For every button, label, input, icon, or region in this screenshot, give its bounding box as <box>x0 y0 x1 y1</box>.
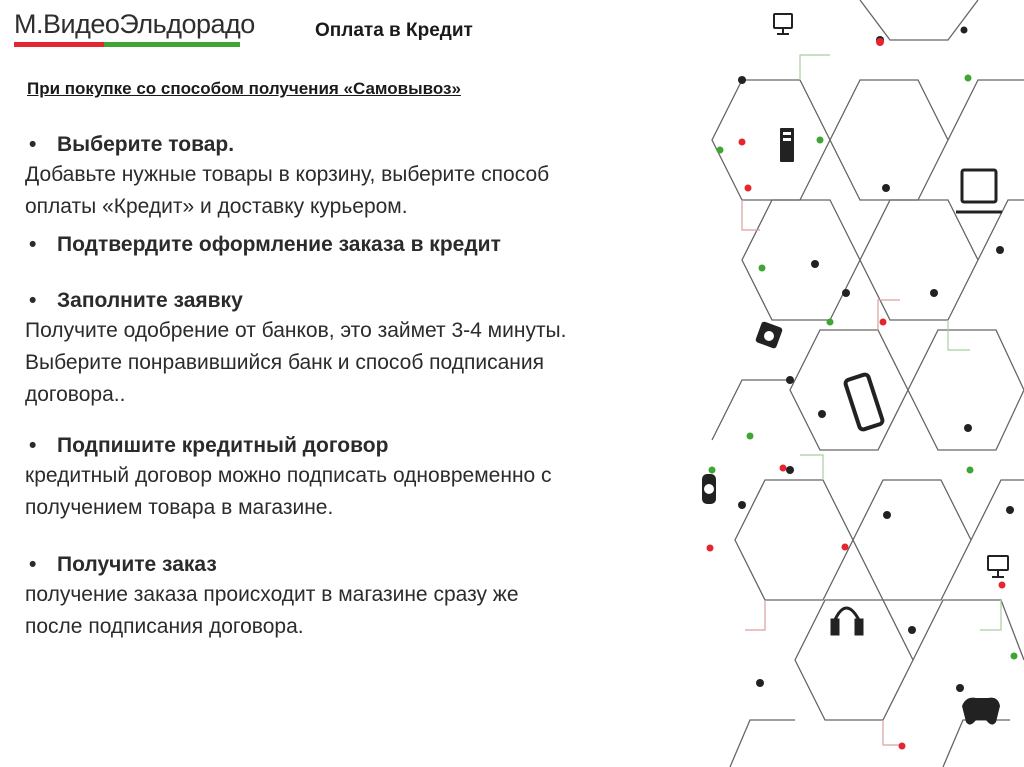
bullet: • <box>29 233 37 256</box>
bullet: • <box>29 553 37 576</box>
headphones-icon <box>832 608 862 634</box>
step-heading: Подпишите кредитный договор <box>57 434 389 457</box>
decorative-circuit-pattern <box>690 0 1024 767</box>
monitor-icon <box>988 556 1008 577</box>
step-text: Добавьте нужные товары в корзину, выберите способ оплаты «Кредит» и доставку курьером. <box>25 163 550 218</box>
step-confirm-order <box>25 231 695 259</box>
laptop-icon <box>956 170 1002 212</box>
logo-text: М.ВидеоЭльдорадо <box>14 9 255 39</box>
bullet: • <box>29 133 37 156</box>
step-heading: Выберите товар. <box>57 133 235 156</box>
logo-color-bar <box>14 42 240 47</box>
page-title: Оплата в Кредит <box>315 20 473 41</box>
logo-bar-red <box>14 42 104 47</box>
brand-logo <box>14 9 255 47</box>
step-choose-product <box>25 131 695 223</box>
pc-tower-icon <box>780 128 794 162</box>
logo-bar-green <box>104 42 240 47</box>
step-heading: Подтвердите оформление заказа в кредит <box>57 233 501 256</box>
step-sign-contract <box>25 432 695 524</box>
step-text: получение заказа происходит в магазине сразу же после подписания договора. <box>25 583 519 638</box>
step-receive-order <box>25 551 695 643</box>
bullet: • <box>29 434 37 457</box>
step-fill-application <box>25 287 695 411</box>
monitor-icon <box>774 14 792 34</box>
smartphone-icon <box>845 374 884 431</box>
watch-icon <box>702 474 716 504</box>
step-text: Получите одобрение от банков, это займет 3-4 минуты. Выберите понравившийся банк и способ подписания договора.. <box>25 319 567 406</box>
step-heading: Получите заказ <box>57 553 217 576</box>
step-heading: Заполните заявку <box>57 289 243 312</box>
step-text: кредитный договор можно подписать одновременно с получением товара в магазине. <box>25 464 552 519</box>
bullet: • <box>29 289 37 312</box>
camera-icon <box>755 321 783 349</box>
page-subtitle: При покупке со способом получения «Самовывоз» <box>27 79 461 98</box>
